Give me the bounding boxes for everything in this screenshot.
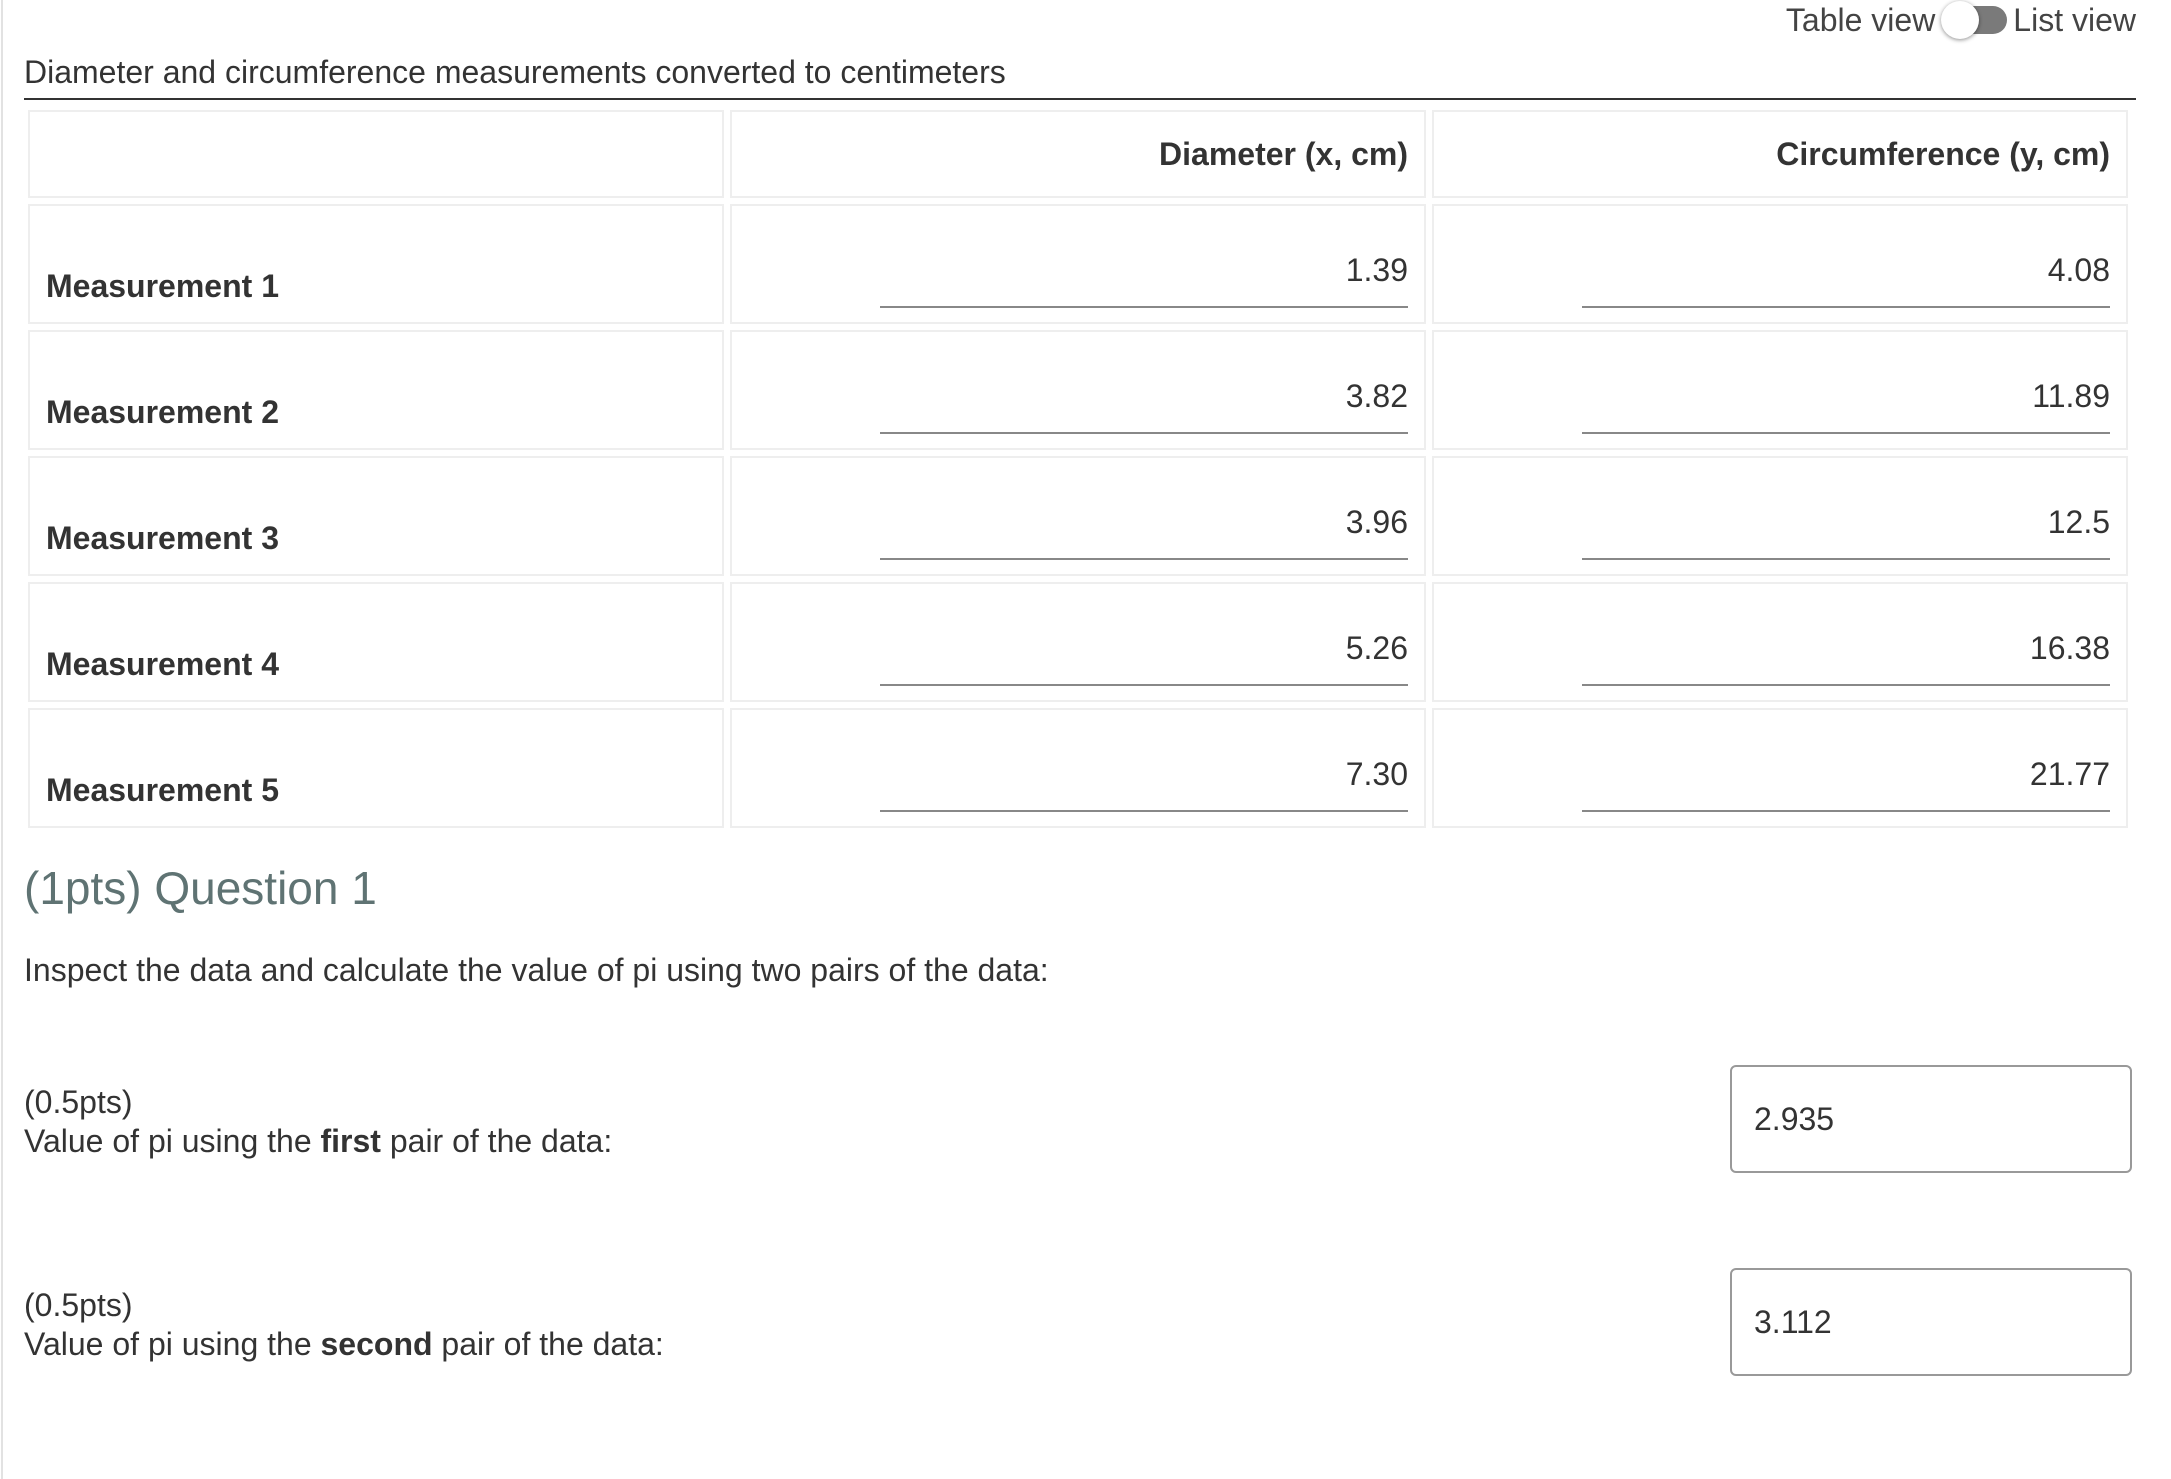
- circumference-value: 16.38: [1582, 628, 2110, 686]
- row-header: [28, 330, 724, 450]
- part-text: [24, 1325, 664, 1364]
- diameter-cell: [730, 456, 1426, 576]
- question-title: (1pts) Question 1: [24, 862, 377, 914]
- circumference-cell: [1432, 204, 2128, 324]
- part-label: [24, 1083, 612, 1161]
- table-row: [28, 582, 2128, 702]
- table-header-row: [28, 110, 2128, 198]
- row-label: Measurement 2: [46, 394, 279, 430]
- part-text-before: Value of pi using the: [24, 1123, 321, 1159]
- diameter-cell: [730, 330, 1426, 450]
- circumference-value: 21.77: [1582, 754, 2110, 812]
- circumference-cell: [1432, 456, 2128, 576]
- circumference-cell: [1432, 330, 2128, 450]
- diameter-cell: [730, 582, 1426, 702]
- circumference-value: 4.08: [1582, 250, 2110, 308]
- row-label: Measurement 1: [46, 268, 279, 304]
- list-view-label[interactable]: List view: [2013, 1, 2136, 38]
- row-label: Measurement 4: [46, 646, 279, 682]
- table-view-label[interactable]: Table view: [1785, 1, 1936, 38]
- part-text-after: pair of the data:: [432, 1326, 664, 1362]
- row-label: Measurement 3: [46, 520, 279, 556]
- part-text-after: pair of the data:: [380, 1123, 613, 1159]
- diameter-value: 5.26: [880, 628, 1408, 686]
- table-row: [28, 456, 2128, 576]
- left-border: [1, 0, 3, 1479]
- view-toggle-switch[interactable]: [1941, 1, 2007, 39]
- table-row: [28, 330, 2128, 450]
- circumference-cell: [1432, 708, 2128, 828]
- part-points: (0.5pts): [24, 1084, 133, 1120]
- diameter-value: 7.30: [880, 754, 1408, 812]
- view-toggle: [1786, 0, 2136, 40]
- circumference-value: 11.89: [1582, 376, 2110, 434]
- column-header-diameter: Diameter (x, cm): [730, 110, 1426, 198]
- row-header: [28, 456, 724, 576]
- question-prompt: Inspect the data and calculate the value of pi using two pairs of the data:: [24, 952, 1049, 988]
- answer-input-first[interactable]: 2.935: [1730, 1065, 2132, 1173]
- table-row: [28, 708, 2128, 828]
- measurements-table: [22, 104, 2134, 834]
- part-emphasis: first: [320, 1123, 381, 1159]
- diameter-value: 3.96: [880, 502, 1408, 560]
- row-label: Measurement 5: [46, 772, 279, 808]
- column-header-circumference: Circumference (y, cm): [1432, 110, 2128, 198]
- row-header: [28, 204, 724, 324]
- table-row: [28, 204, 2128, 324]
- answer-input-second[interactable]: 3.112: [1730, 1268, 2132, 1376]
- row-header: [28, 582, 724, 702]
- part-text-before: Value of pi using the: [24, 1326, 321, 1362]
- row-header: [28, 708, 724, 828]
- column-header-empty: [28, 110, 724, 198]
- part-text: [24, 1122, 612, 1161]
- diameter-value: 3.82: [880, 376, 1408, 434]
- diameter-cell: [730, 204, 1426, 324]
- diameter-cell: [730, 708, 1426, 828]
- part-points: (0.5pts): [24, 1287, 133, 1323]
- part-label: [24, 1286, 664, 1364]
- table-caption: Diameter and circumference measurements converted to centimeters: [24, 48, 2136, 100]
- circumference-cell: [1432, 582, 2128, 702]
- diameter-value: 1.39: [880, 250, 1408, 308]
- circumference-value: 12.5: [1582, 502, 2110, 560]
- part-emphasis: second: [320, 1326, 433, 1362]
